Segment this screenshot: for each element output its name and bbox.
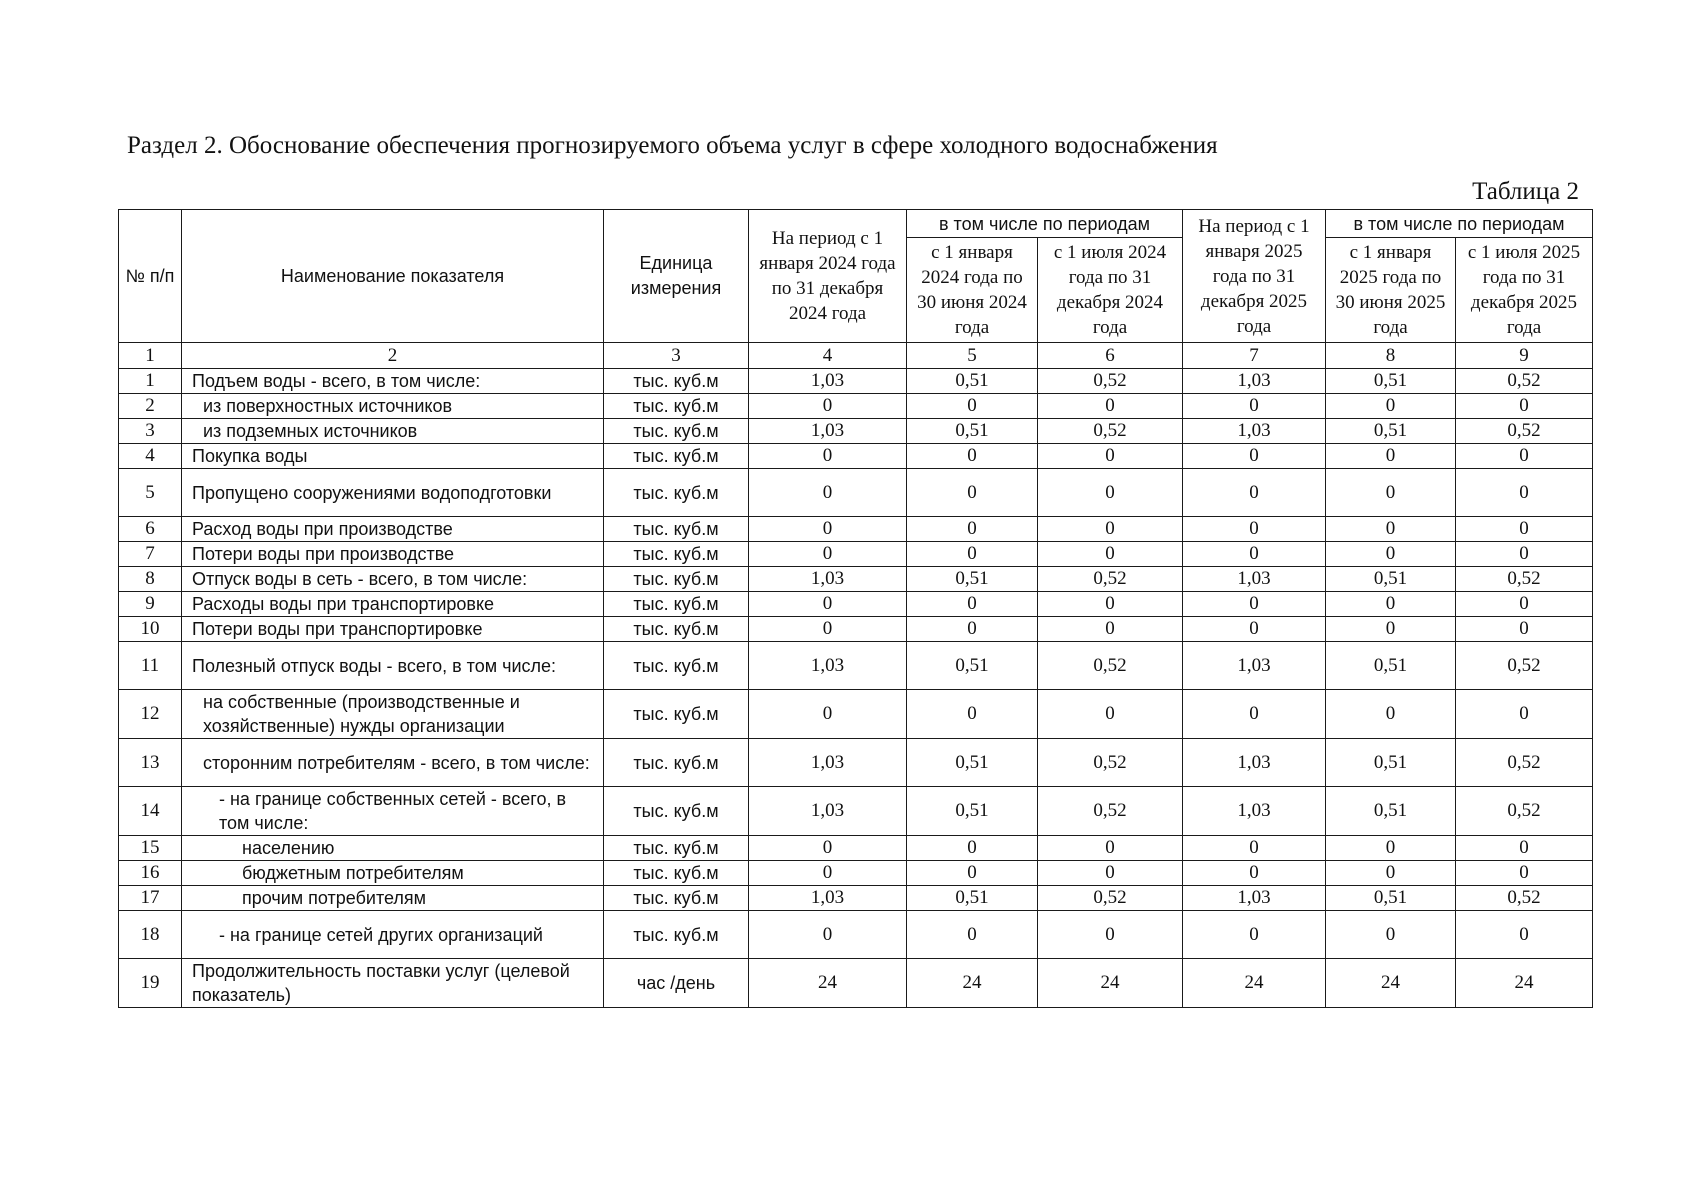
indicator-name: Расход воды при производстве xyxy=(182,517,604,542)
value-cell: 0 xyxy=(907,517,1038,542)
value-cell: 0,51 xyxy=(1326,886,1456,911)
table-header xyxy=(119,210,1593,369)
indicator-name: прочим потребителям xyxy=(182,886,604,911)
value-cell: 0 xyxy=(907,394,1038,419)
column-numbers-row xyxy=(119,343,1593,369)
value-cell: 0,51 xyxy=(907,369,1038,394)
value-cell: 0 xyxy=(1326,394,1456,419)
value-cell: 1,03 xyxy=(749,739,907,787)
value-cell: 0 xyxy=(1326,836,1456,861)
indicator-name: Покупка воды xyxy=(182,444,604,469)
value-cell: 1,03 xyxy=(1183,787,1326,836)
value-cell: 0 xyxy=(749,836,907,861)
value-cell: 0,51 xyxy=(907,419,1038,444)
table-row xyxy=(119,836,1593,861)
value-cell: 0 xyxy=(749,911,907,959)
forecast-table xyxy=(118,209,1593,1008)
value-cell: 0 xyxy=(1456,861,1593,886)
column-number: 2 xyxy=(182,343,604,369)
value-cell: 0,52 xyxy=(1038,787,1183,836)
unit-cell: тыс. куб.м xyxy=(604,517,749,542)
row-number: 10 xyxy=(119,617,182,642)
row-number: 1 xyxy=(119,369,182,394)
header-num: № п/п xyxy=(119,210,182,343)
value-cell: 0 xyxy=(1038,394,1183,419)
indicator-name: на собственные (производственные и хозяйственные) нужды организации xyxy=(182,690,604,739)
value-cell: 1,03 xyxy=(749,787,907,836)
indicator-name: из подземных источников xyxy=(182,419,604,444)
table-row xyxy=(119,517,1593,542)
value-cell: 0,51 xyxy=(907,886,1038,911)
value-cell: 0 xyxy=(1183,517,1326,542)
value-cell: 0 xyxy=(1038,542,1183,567)
row-number: 14 xyxy=(119,787,182,836)
table-row xyxy=(119,469,1593,517)
unit-cell: тыс. куб.м xyxy=(604,690,749,739)
indicator-name: Пропущено сооружениями водоподготовки xyxy=(182,469,604,517)
indicator-name: Потери воды при производстве xyxy=(182,542,604,567)
value-cell: 0 xyxy=(1456,517,1593,542)
value-cell: 0 xyxy=(907,690,1038,739)
column-number: 5 xyxy=(907,343,1038,369)
indicator-name: Полезный отпуск воды - всего, в том числе: xyxy=(182,642,604,690)
value-cell: 0 xyxy=(907,444,1038,469)
value-cell: 0 xyxy=(907,836,1038,861)
value-cell: 0 xyxy=(1183,394,1326,419)
value-cell: 24 xyxy=(1456,959,1593,1008)
value-cell: 0,52 xyxy=(1038,369,1183,394)
value-cell: 0 xyxy=(749,394,907,419)
value-cell: 0,52 xyxy=(1038,642,1183,690)
table-row xyxy=(119,690,1593,739)
table-row xyxy=(119,444,1593,469)
value-cell: 0 xyxy=(1326,542,1456,567)
value-cell: 0 xyxy=(1038,517,1183,542)
column-number: 7 xyxy=(1183,343,1326,369)
unit-cell: тыс. куб.м xyxy=(604,617,749,642)
row-number: 6 xyxy=(119,517,182,542)
unit-cell: тыс. куб.м xyxy=(604,911,749,959)
column-number: 6 xyxy=(1038,343,1183,369)
value-cell: 0 xyxy=(1326,617,1456,642)
value-cell: 0,51 xyxy=(907,739,1038,787)
value-cell: 0 xyxy=(907,469,1038,517)
value-cell: 0,52 xyxy=(1456,642,1593,690)
header-unit: Единица измерения xyxy=(604,210,749,343)
value-cell: 0 xyxy=(1326,911,1456,959)
value-cell: 1,03 xyxy=(1183,369,1326,394)
value-cell: 0 xyxy=(907,861,1038,886)
value-cell: 0 xyxy=(907,542,1038,567)
unit-cell: тыс. куб.м xyxy=(604,836,749,861)
table-row xyxy=(119,394,1593,419)
value-cell: 0 xyxy=(1456,911,1593,959)
table-row xyxy=(119,592,1593,617)
unit-cell: час /день xyxy=(604,959,749,1008)
value-cell: 0 xyxy=(1183,690,1326,739)
value-cell: 0 xyxy=(1456,690,1593,739)
value-cell: 0 xyxy=(1326,592,1456,617)
row-number: 17 xyxy=(119,886,182,911)
value-cell: 0,52 xyxy=(1456,886,1593,911)
value-cell: 0 xyxy=(1456,592,1593,617)
table-row xyxy=(119,542,1593,567)
header-group-2024: в том числе по периодам xyxy=(907,210,1183,238)
value-cell: 0 xyxy=(1326,690,1456,739)
value-cell: 0 xyxy=(749,542,907,567)
header-group-2025: в том числе по периодам xyxy=(1326,210,1593,238)
unit-cell: тыс. куб.м xyxy=(604,592,749,617)
value-cell: 0 xyxy=(749,861,907,886)
indicator-name: - на границе собственных сетей - всего, в том числе: xyxy=(182,787,604,836)
value-cell: 0,51 xyxy=(907,567,1038,592)
header-h2-2025: с 1 июля 2025 года по 31 декабря 2025 года xyxy=(1456,238,1593,343)
value-cell: 0 xyxy=(1456,394,1593,419)
unit-cell: тыс. куб.м xyxy=(604,787,749,836)
value-cell: 0,52 xyxy=(1456,787,1593,836)
value-cell: 0 xyxy=(749,617,907,642)
table-row xyxy=(119,861,1593,886)
table-row xyxy=(119,617,1593,642)
value-cell: 0 xyxy=(1038,469,1183,517)
column-number: 3 xyxy=(604,343,749,369)
value-cell: 0,51 xyxy=(1326,787,1456,836)
value-cell: 1,03 xyxy=(749,642,907,690)
column-number: 4 xyxy=(749,343,907,369)
value-cell: 0 xyxy=(1326,469,1456,517)
value-cell: 0 xyxy=(1456,469,1593,517)
row-number: 2 xyxy=(119,394,182,419)
value-cell: 24 xyxy=(1183,959,1326,1008)
value-cell: 1,03 xyxy=(1183,886,1326,911)
value-cell: 0 xyxy=(749,517,907,542)
unit-cell: тыс. куб.м xyxy=(604,419,749,444)
table-row xyxy=(119,419,1593,444)
value-cell: 0 xyxy=(1326,444,1456,469)
unit-cell: тыс. куб.м xyxy=(604,369,749,394)
table-row xyxy=(119,567,1593,592)
value-cell: 1,03 xyxy=(749,567,907,592)
value-cell: 0,51 xyxy=(1326,369,1456,394)
row-number: 4 xyxy=(119,444,182,469)
value-cell: 0 xyxy=(1183,469,1326,517)
value-cell: 0,52 xyxy=(1038,739,1183,787)
value-cell: 0 xyxy=(1456,617,1593,642)
value-cell: 0,52 xyxy=(1456,369,1593,394)
indicator-name: из поверхностных источников xyxy=(182,394,604,419)
value-cell: 0 xyxy=(1183,836,1326,861)
indicator-name: бюджетным потребителям xyxy=(182,861,604,886)
value-cell: 0 xyxy=(907,617,1038,642)
value-cell: 1,03 xyxy=(749,419,907,444)
value-cell: 0 xyxy=(1038,444,1183,469)
indicator-name: - на границе сетей других организаций xyxy=(182,911,604,959)
table-row xyxy=(119,886,1593,911)
value-cell: 0,51 xyxy=(907,642,1038,690)
value-cell: 0 xyxy=(907,592,1038,617)
header-period-2024: На период с 1 января 2024 года по 31 декабря 2024 года xyxy=(749,210,907,343)
value-cell: 0 xyxy=(1456,836,1593,861)
table-body xyxy=(119,369,1593,1008)
row-number: 19 xyxy=(119,959,182,1008)
value-cell: 0,51 xyxy=(1326,739,1456,787)
row-number: 12 xyxy=(119,690,182,739)
header-h2-2024: с 1 июля 2024 года по 31 декабря 2024 года xyxy=(1038,238,1183,343)
value-cell: 0,51 xyxy=(907,787,1038,836)
table-caption: Таблица 2 xyxy=(1472,178,1579,205)
unit-cell: тыс. куб.м xyxy=(604,394,749,419)
value-cell: 0 xyxy=(1038,690,1183,739)
value-cell: 0,51 xyxy=(1326,419,1456,444)
unit-cell: тыс. куб.м xyxy=(604,739,749,787)
column-number: 9 xyxy=(1456,343,1593,369)
unit-cell: тыс. куб.м xyxy=(604,542,749,567)
value-cell: 0 xyxy=(1038,836,1183,861)
value-cell: 24 xyxy=(749,959,907,1008)
value-cell: 0 xyxy=(749,592,907,617)
row-number: 9 xyxy=(119,592,182,617)
table-row xyxy=(119,642,1593,690)
indicator-name: Расходы воды при транспортировке xyxy=(182,592,604,617)
section-title: Раздел 2. Обоснование обеспечения прогнозируемого объема услуг в сфере холодного водоснабжения xyxy=(127,132,1218,159)
value-cell: 0 xyxy=(749,444,907,469)
value-cell: 1,03 xyxy=(749,369,907,394)
value-cell: 0,52 xyxy=(1456,419,1593,444)
value-cell: 0 xyxy=(1456,444,1593,469)
value-cell: 0 xyxy=(1326,861,1456,886)
value-cell: 0,51 xyxy=(1326,642,1456,690)
value-cell: 0 xyxy=(1038,592,1183,617)
row-number: 13 xyxy=(119,739,182,787)
value-cell: 0 xyxy=(749,690,907,739)
value-cell: 0,52 xyxy=(1038,419,1183,444)
value-cell: 0 xyxy=(1183,617,1326,642)
value-cell: 0,52 xyxy=(1456,739,1593,787)
row-number: 11 xyxy=(119,642,182,690)
row-number: 15 xyxy=(119,836,182,861)
value-cell: 0,52 xyxy=(1456,567,1593,592)
row-number: 5 xyxy=(119,469,182,517)
table-row xyxy=(119,911,1593,959)
table-row xyxy=(119,369,1593,394)
unit-cell: тыс. куб.м xyxy=(604,642,749,690)
indicator-name: населению xyxy=(182,836,604,861)
unit-cell: тыс. куб.м xyxy=(604,444,749,469)
value-cell: 1,03 xyxy=(1183,739,1326,787)
value-cell: 0 xyxy=(1038,911,1183,959)
table-row xyxy=(119,959,1593,1008)
unit-cell: тыс. куб.м xyxy=(604,861,749,886)
value-cell: 24 xyxy=(1326,959,1456,1008)
unit-cell: тыс. куб.м xyxy=(604,886,749,911)
value-cell: 24 xyxy=(1038,959,1183,1008)
table-row xyxy=(119,739,1593,787)
value-cell: 0,52 xyxy=(1038,886,1183,911)
indicator-name: Подъем воды - всего, в том числе: xyxy=(182,369,604,394)
value-cell: 0 xyxy=(1183,861,1326,886)
unit-cell: тыс. куб.м xyxy=(604,567,749,592)
value-cell: 1,03 xyxy=(1183,642,1326,690)
row-number: 18 xyxy=(119,911,182,959)
value-cell: 0 xyxy=(1456,542,1593,567)
value-cell: 1,03 xyxy=(1183,567,1326,592)
value-cell: 24 xyxy=(907,959,1038,1008)
column-number: 8 xyxy=(1326,343,1456,369)
indicator-name: сторонним потребителям - всего, в том числе: xyxy=(182,739,604,787)
header-h1-2025: с 1 января 2025 года по 30 июня 2025 года xyxy=(1326,238,1456,343)
value-cell: 0 xyxy=(1038,861,1183,886)
table-row xyxy=(119,787,1593,836)
value-cell: 0 xyxy=(1183,542,1326,567)
header-h1-2024: с 1 января 2024 года по 30 июня 2024 года xyxy=(907,238,1038,343)
indicator-name: Потери воды при транспортировке xyxy=(182,617,604,642)
value-cell: 0 xyxy=(1038,617,1183,642)
value-cell: 0 xyxy=(907,911,1038,959)
unit-cell: тыс. куб.м xyxy=(604,469,749,517)
value-cell: 0 xyxy=(1183,911,1326,959)
row-number: 7 xyxy=(119,542,182,567)
value-cell: 0 xyxy=(1183,444,1326,469)
value-cell: 0 xyxy=(1326,517,1456,542)
value-cell: 0 xyxy=(749,469,907,517)
value-cell: 1,03 xyxy=(749,886,907,911)
row-number: 3 xyxy=(119,419,182,444)
row-number: 8 xyxy=(119,567,182,592)
value-cell: 0,51 xyxy=(1326,567,1456,592)
header-period-2025: На период с 1 января 2025 года по 31 декабря 2025 года xyxy=(1183,210,1326,343)
indicator-name: Продолжительность поставки услуг (целевой показатель) xyxy=(182,959,604,1008)
value-cell: 0 xyxy=(1183,592,1326,617)
value-cell: 1,03 xyxy=(1183,419,1326,444)
value-cell: 0,52 xyxy=(1038,567,1183,592)
indicator-name: Отпуск воды в сеть - всего, в том числе: xyxy=(182,567,604,592)
row-number: 16 xyxy=(119,861,182,886)
header-name: Наименование показателя xyxy=(182,210,604,343)
column-number: 1 xyxy=(119,343,182,369)
